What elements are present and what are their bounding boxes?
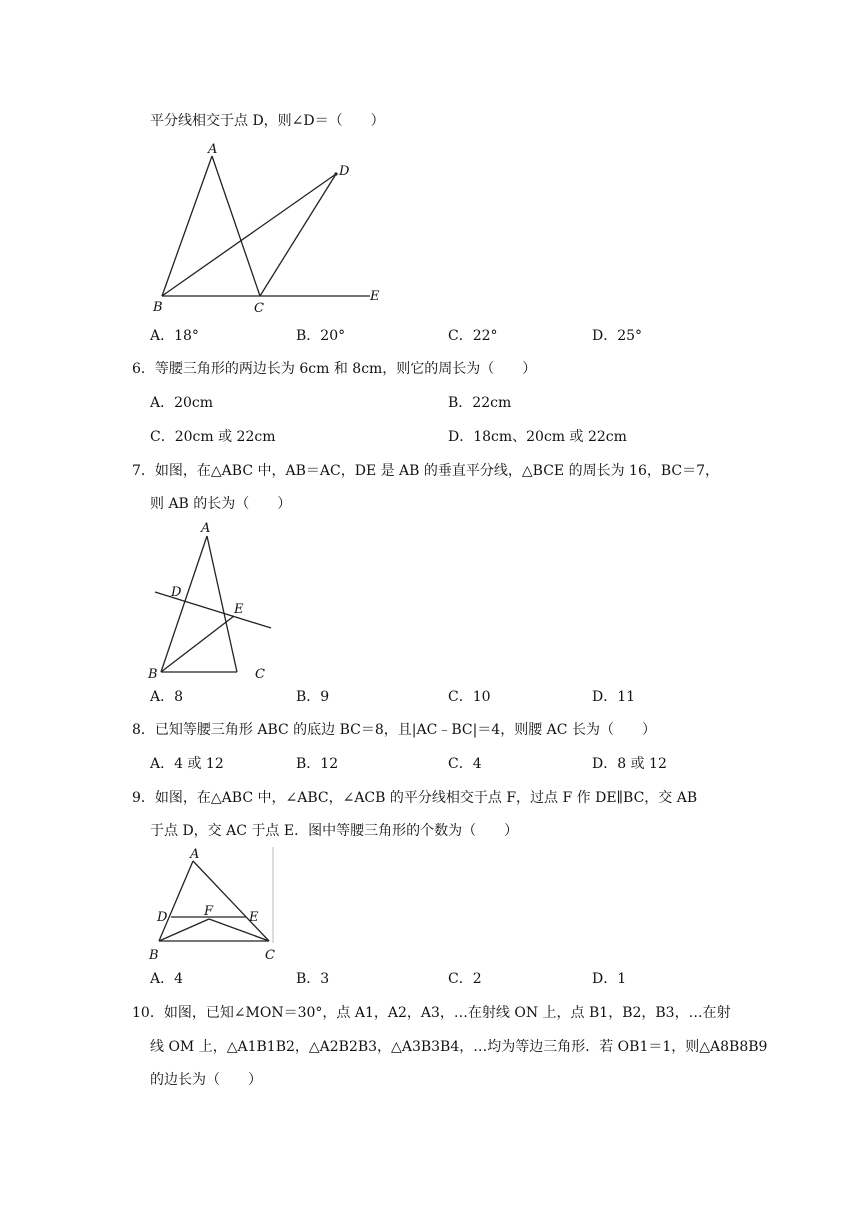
q7-stem-line2: 则 AB 的长为（ ） — [150, 496, 292, 512]
q10-stem-line1: 10．如图，已知∠MON＝30°，点 A1，A2，A3，…在射线 ON 上，点 B1，B2，B3，…在射 — [132, 1005, 731, 1021]
q8-option-c[interactable]: C．4 — [448, 756, 482, 772]
q5-segment-ac — [212, 156, 260, 296]
q6-option-a[interactable]: A．20cm — [150, 395, 214, 411]
q5-label-a: A — [208, 142, 218, 157]
q9-label-d: D — [157, 910, 168, 925]
q5-stem-tail: 平分线相交于点 D，则∠D＝（ ） — [150, 113, 385, 129]
q7-label-d: D — [171, 585, 182, 600]
q6-stem: 6．等腰三角形的两边长为 6cm 和 8cm，则它的周长为（ ） — [132, 361, 537, 377]
q7-segment-be — [161, 616, 234, 672]
q5-option-c[interactable]: C．22° — [448, 328, 498, 344]
q7-label-c: C — [255, 667, 265, 682]
q7-option-a[interactable]: A．8 — [150, 689, 184, 705]
q7-segment-ab — [161, 536, 207, 672]
q5-option-b[interactable]: B．20° — [296, 328, 346, 344]
q7-label-e: E — [234, 602, 244, 617]
q9-option-c[interactable]: C．2 — [448, 971, 482, 987]
q9-figure — [145, 843, 280, 965]
q7-option-b[interactable]: B．9 — [296, 689, 330, 705]
q7-label-a: A — [201, 521, 211, 536]
q6-option-b[interactable]: B．22cm — [448, 395, 512, 411]
q5-segment-bd — [162, 174, 336, 296]
q7-stem-line1: 7．如图，在△ABC 中，AB＝AC，DE 是 AB 的垂直平分线，△BCE 的周长为 16，BC＝7， — [132, 463, 720, 479]
q9-option-a[interactable]: A．4 — [150, 971, 184, 987]
q9-label-b: B — [149, 948, 159, 963]
q7-segment-ac — [207, 536, 237, 672]
q9-label-e: E — [249, 910, 259, 925]
q7-option-d[interactable]: D．11 — [592, 689, 636, 705]
q5-label-e: E — [370, 289, 380, 304]
q9-stem-line1: 9．如图，在△ABC 中，∠ABC，∠ACB 的平分线相交于点 F，过点 F 作 DE∥BC，交 AB — [132, 790, 698, 806]
q5-label-d: D — [339, 164, 350, 179]
q9-segment-ac — [193, 861, 269, 941]
q9-option-d[interactable]: D．1 — [592, 971, 627, 987]
q5-option-d[interactable]: D．25° — [592, 328, 643, 344]
q5-segment-ab — [162, 156, 212, 296]
q8-option-b[interactable]: B．12 — [296, 756, 339, 772]
q9-segment-ab — [159, 861, 193, 941]
q6-option-d[interactable]: D．18cm、20cm 或 22cm — [448, 429, 627, 445]
q9-stem-line2: 于点 D，交 AC 于点 E．图中等腰三角形的个数为（ ） — [150, 823, 519, 839]
q9-segment-cf — [209, 919, 269, 941]
q10-stem-line3: 的边长为（ ） — [150, 1072, 262, 1088]
q8-option-d[interactable]: D．8 或 12 — [592, 756, 667, 772]
q9-label-c: C — [265, 948, 275, 963]
q8-option-a[interactable]: A．4 或 12 — [150, 756, 224, 772]
q7-option-c[interactable]: C．10 — [448, 689, 491, 705]
q9-label-f: F — [204, 904, 214, 919]
q7-figure — [145, 518, 285, 683]
q5-segment-cd — [260, 174, 336, 296]
q10-stem-line2: 线 OM 上，△A1B1B2，△A2B2B3，△A3B3B4，…均为等边三角形．若 OB1＝1，则△A8B8B9 — [150, 1039, 768, 1055]
q5-label-b: B — [153, 300, 163, 315]
q7-label-b: B — [148, 667, 158, 682]
q9-label-a: A — [190, 847, 200, 862]
q5-option-a[interactable]: A．18° — [150, 328, 199, 344]
q5-figure — [150, 140, 390, 320]
q9-option-b[interactable]: B．3 — [296, 971, 330, 987]
q8-stem: 8．已知等腰三角形 ABC 的底边 BC＝8，且|AC﹣BC|＝4，则腰 AC 长为（ ） — [132, 722, 656, 738]
q6-option-c[interactable]: C．20cm 或 22cm — [150, 429, 276, 445]
q5-label-c: C — [254, 301, 264, 316]
